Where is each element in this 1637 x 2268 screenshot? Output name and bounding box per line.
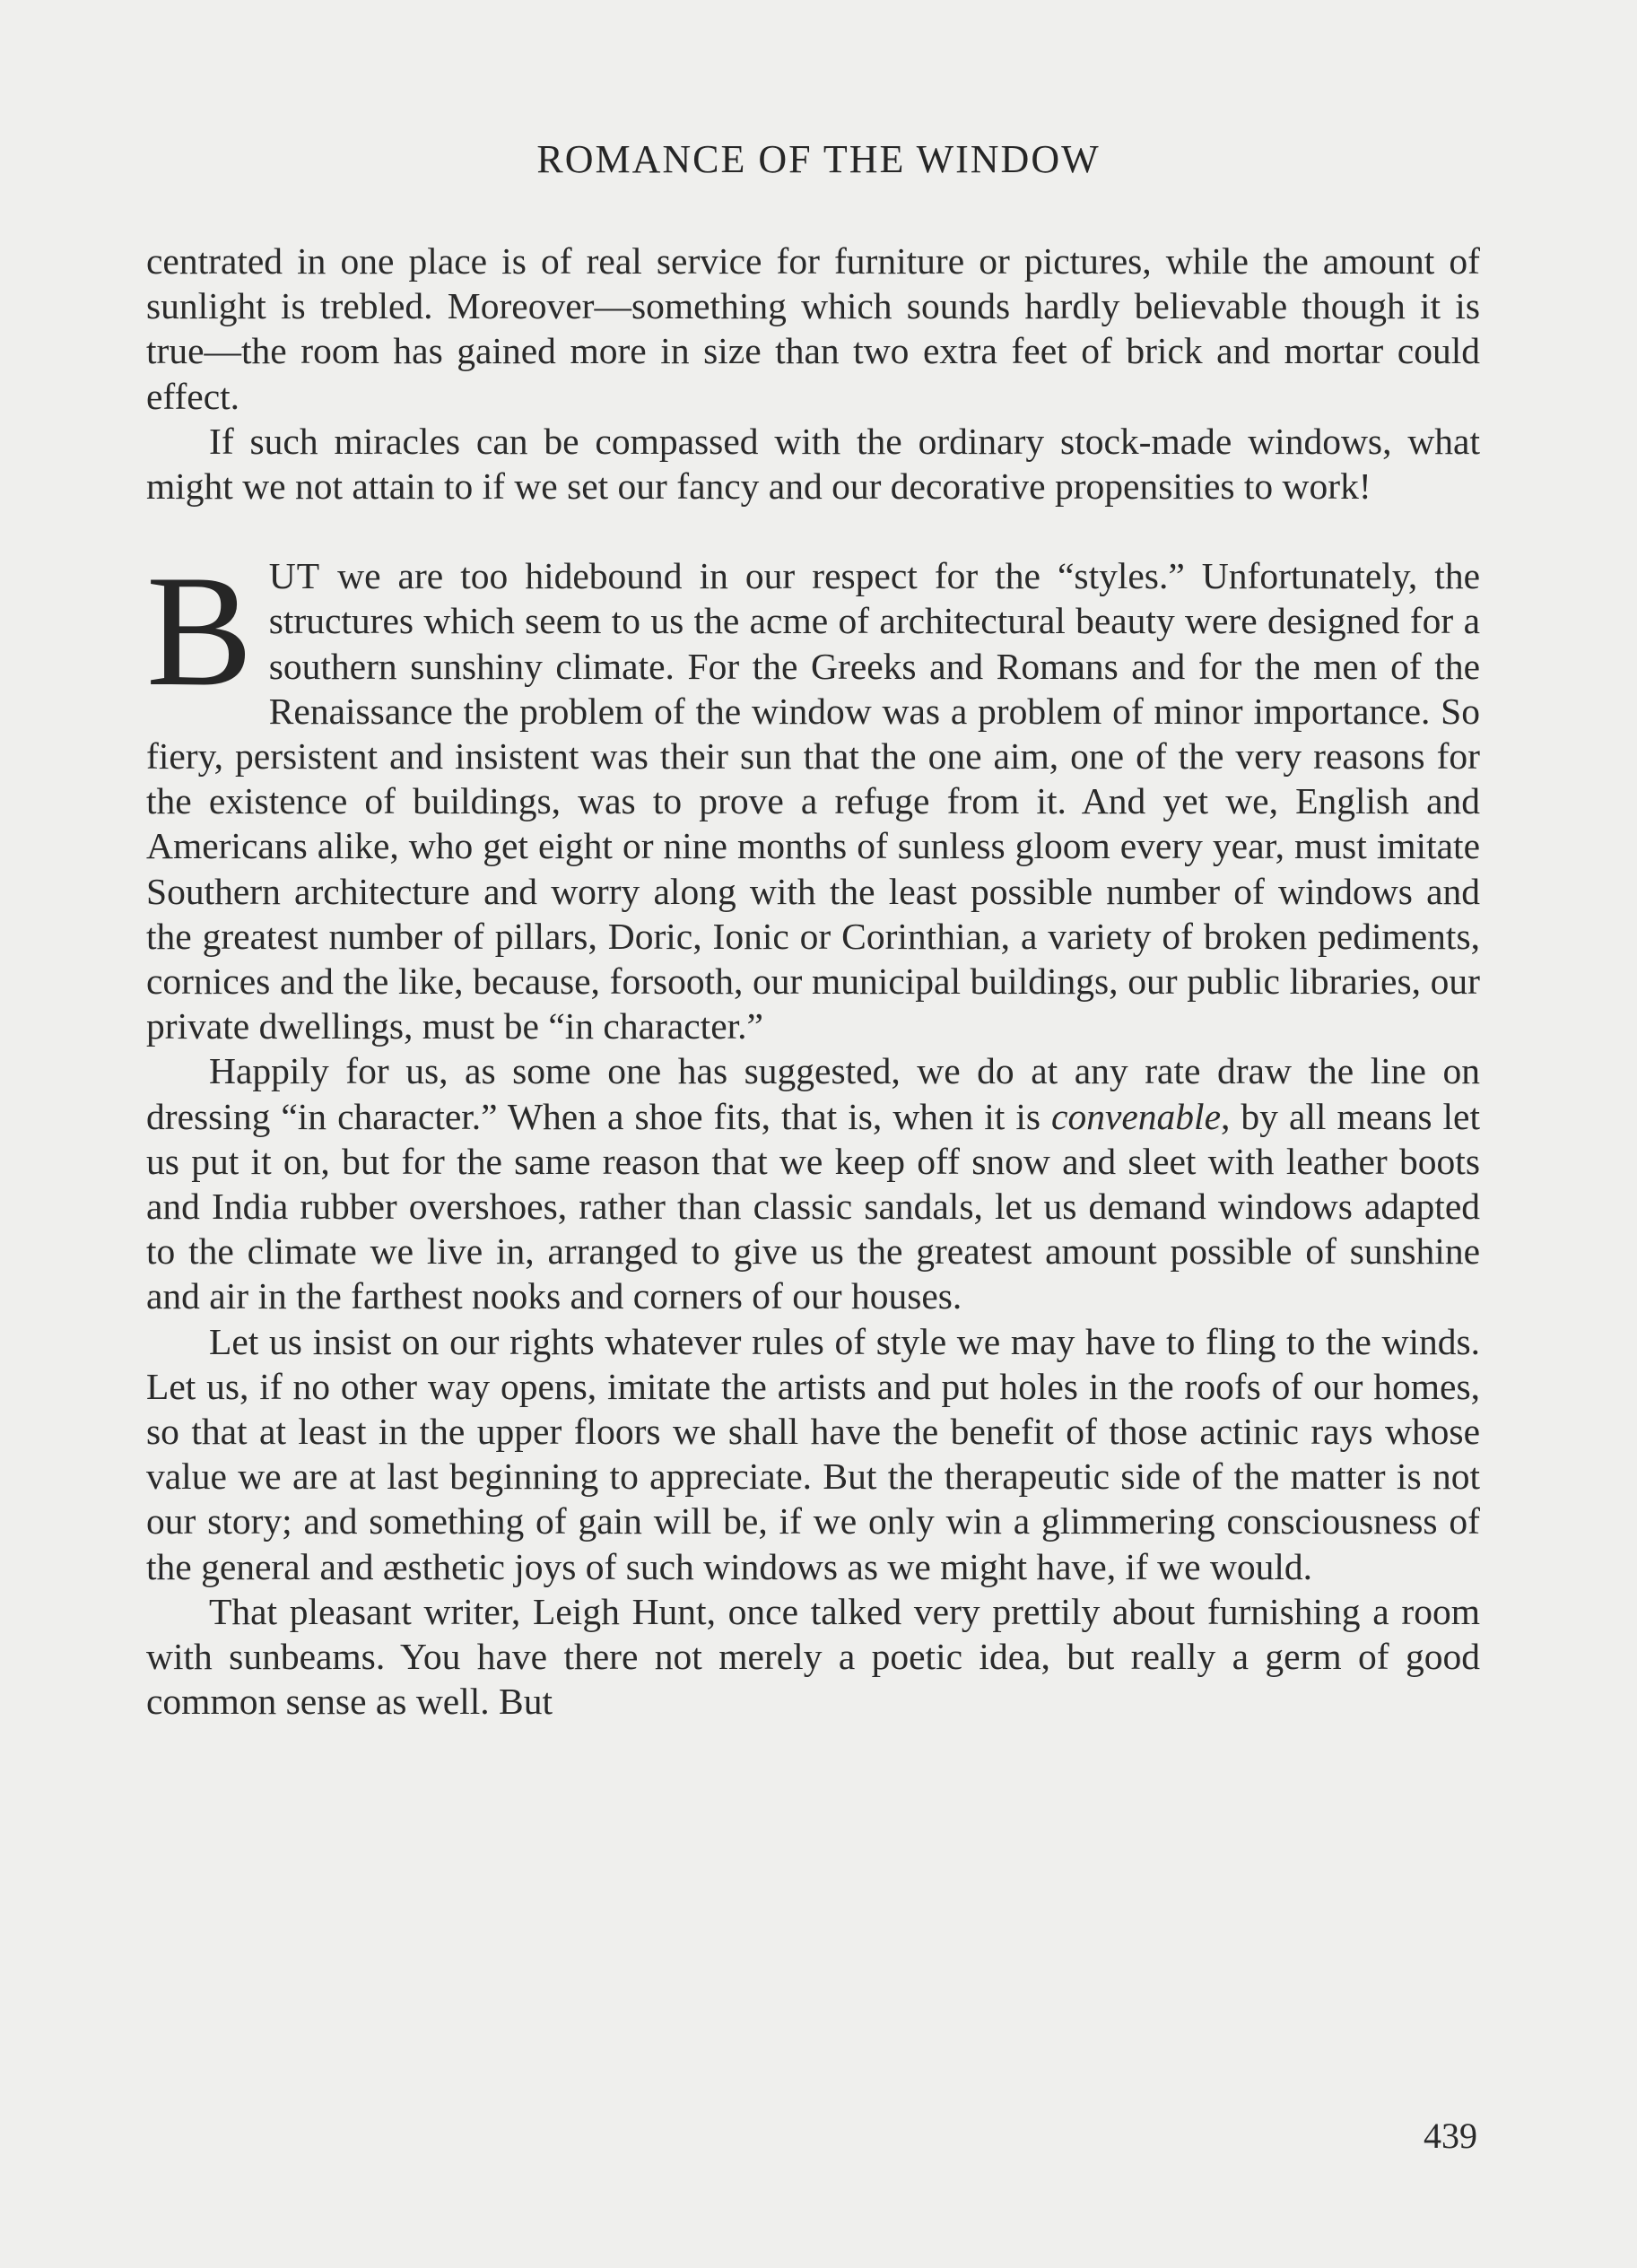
paragraph-styles-text: we are too hidebound in our respect for the “styles.” Unfortunately, the structures which seem to us the acme of architectural beauty were designed for a southern sunshiny climate. For the Greeks and Romans and for the men of the Renaissance the problem of the window was a problem of minor importance. So fiery, persistent and insistent was their sun that the one aim, one of the very reasons for the existence of buildings, was to prove a refuge from it. And yet we, English and Americans alike, who get eight or nine months of sunless gloom every year, must imitate Southern architecture and worry along with the least possible number of windows and the greatest number of pillars, Doric, Ionic or Corinthian, a variety of broken pediments, cornices and the like, because, forsooth, our municipal buildings, our public libraries, our private dwellings, must be “in character.” xyxy=(146,555,1480,1047)
paragraph-rights: Let us insist on our rights whatever rules of style we may have to fling to the winds. Let us, if no other way opens, imitate the artists and put holes in the roofs of our homes, so that at least in the upper floors we shall have the benefit of those actinic rays whose value we are at last beginning to appreciate. But the therapeutic side of the matter is not our story; and something of gain will be, if we only win a glimmering consciousness of the general and æsthetic joys of such windows as we might have, if we would. xyxy=(146,1320,1480,1587)
page-number: 439 xyxy=(1424,2116,1477,2156)
drop-cap: B xyxy=(146,542,253,720)
paragraph-miracles: If such miracles can be compassed with the ordinary stock-made windows, what might we not attain to if we set our fancy and our decorative propensities to work! xyxy=(146,420,1480,508)
paragraph-leigh-hunt: That pleasant writer, Leigh Hunt, once talked very prettily about furnishing a room with sunbeams. You have there not merely a poetic idea, but really a germ of good common sense as well. But xyxy=(146,1590,1480,1723)
body-text xyxy=(146,239,1480,1725)
paragraph-continuation: centrated in one place is of real service for furniture or pictures, while the amount of sunlight is trebled. Moreover—something which sounds hardly believable though it is true—the room has gained more in size than two extra feet of brick and mortar could effect. xyxy=(146,240,1480,417)
paragraph-styles xyxy=(146,542,1480,1048)
lead-in-caps: UT xyxy=(268,555,321,597)
italic-word: convenable xyxy=(1051,1095,1222,1137)
paragraph-character-text-a: Happily for us, as some one has suggested, we do at any rate draw the line on dressing “in character.” When a shoe fits, that is, when it is xyxy=(146,1050,1480,1137)
running-head: ROMANCE OF THE WINDOW xyxy=(536,137,1101,181)
paragraph-character xyxy=(146,1048,1480,1318)
section-styles xyxy=(146,542,1480,1724)
paragraph-character-text-b: , by all means let us put it on, but for the same reason that we keep off snow and sleet with leather boots and India rubber overshoes, rather than classic sandals, let us demand windows adapted to the climate we live in, arranged to give us the greatest amount possible of sunshine and air in the farthest nooks and corners of our houses. xyxy=(146,1095,1480,1317)
